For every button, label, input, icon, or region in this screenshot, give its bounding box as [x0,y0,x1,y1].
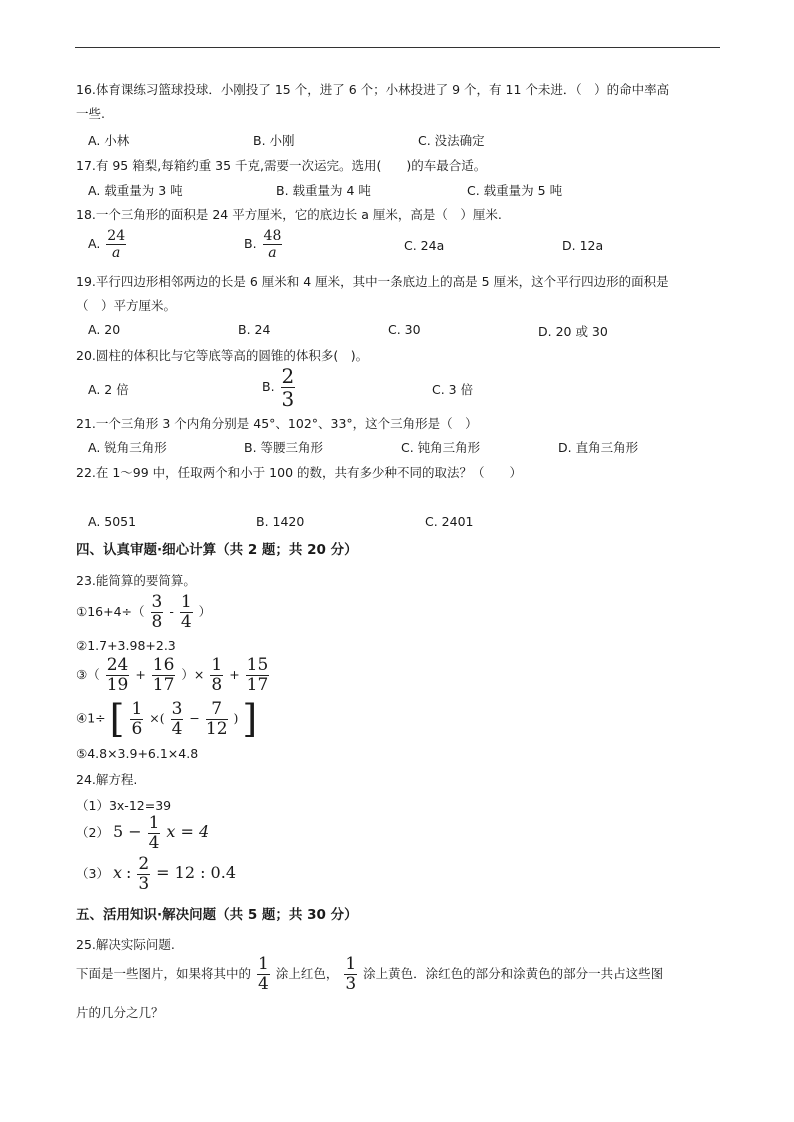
q21-text: 21.一个三角形 3 个内角分别是 45°、102°、33°，这个三角形是（ ） [76,416,478,431]
fraction-1-3 [344,956,357,993]
q19-text-cont: （ ）平方厘米。 [76,298,177,313]
q21-option-b: B. 等腰三角形 [244,440,324,455]
q16-option-b: B. 小刚 [253,133,295,148]
header-rule [75,47,720,48]
fraction-denominator: 3 [138,874,150,894]
equation-lhs: 5 − [112,822,142,841]
q23-item-4 [76,697,258,741]
q22-option-a: A. 5051 [88,514,137,529]
close-paren-times: ）× [181,667,205,682]
fraction-denominator: 17 [152,675,175,695]
q25-text-part-3: 涂上黄色．涂红色的部分和涂黄色的部分一共占这些图 [363,966,664,981]
fraction-denominator: a [268,245,277,261]
equation-rest: = 12 : 0.4 [156,863,236,882]
right-bracket: ] [242,697,258,741]
fraction-denominator: 6 [131,718,143,739]
fraction-numerator: 1 [211,655,223,675]
item-prefix: ④1÷ [76,710,106,726]
q23-title: 23.能简算的要简算。 [76,573,196,588]
q25-text-cont: 片的几分之几？ [76,1005,164,1020]
fraction-denominator: 4 [171,718,183,739]
q24-title: 24.解方程. [76,772,138,787]
q19-option-b: B. 24 [238,322,271,337]
fraction-24-19 [106,657,130,694]
q25-text-part-2: 涂上红色， [275,966,339,981]
fraction-denominator: 4 [148,833,160,853]
ratio-colon: : [125,863,132,882]
fraction-1-4 [148,815,161,852]
q25-title: 25.解决实际问题. [76,937,175,952]
fraction-denominator: 3 [281,387,295,411]
fraction-numerator: 7 [206,701,228,720]
fraction-denominator: a [112,245,121,261]
q25-text-part-1: 下面是一些图片，如果将其中的 [76,966,252,981]
fraction-numerator: 1 [345,954,357,974]
q18-option-a [88,229,128,260]
q20-option-b-fraction [281,366,296,409]
q20-option-a: A. 2 倍 [88,382,129,397]
q18-option-a-fraction [106,229,126,260]
q21-option-a: A. 锐角三角形 [88,440,167,455]
fraction-numerator: 16 [152,655,175,675]
q24-equation-1: （1）3x-12=39 [76,798,172,813]
q23-item-5: ⑤4.8×3.9+6.1×4.8 [76,746,199,761]
fraction-numerator: 48 [263,228,282,244]
fraction-denominator: 8 [211,675,223,695]
q18-option-c: C. 24a [404,238,445,253]
item-prefix: （2） [76,825,109,840]
q18-option-b [244,229,284,260]
q21-option-c: C. 钝角三角形 [401,440,481,455]
fraction-1-8 [210,657,223,694]
fraction-numerator: 1 [258,954,269,974]
q17-option-b: B. 载重量为 4 吨 [276,183,371,198]
fraction-numerator: 3 [151,592,163,612]
fraction-numerator: 24 [106,655,129,675]
q23-item-2: ②1.7+3.98+2.3 [76,638,176,653]
variable-x: x [112,863,122,882]
fraction-1-4 [180,594,193,631]
item-prefix: ③（ [76,667,100,682]
q20-option-c: C. 3 倍 [432,382,474,397]
q21-option-d: D. 直角三角形 [558,440,639,455]
equation-rest: x = 4 [166,822,210,841]
fraction-numerator: 3 [171,698,183,719]
q22-option-b: B. 1420 [256,514,305,529]
minus-sign: − [189,710,200,726]
fraction-15-17 [246,657,270,694]
q17-text: 17.有 95 箱梨,每箱约重 35 千克,需要一次运完。选用( )的车最合适。 [76,158,487,173]
q24-equation-2 [76,815,209,852]
fraction-2-3 [137,856,150,893]
fraction-denominator: 8 [151,612,163,632]
section-5-heading: 五、活用知识·解决问题（共 5 题；共 30 分） [76,907,358,923]
fraction-denominator: 12 [205,718,228,739]
q22-option-c: C. 2401 [425,514,474,529]
item-suffix: ） [198,604,212,619]
q16-text: 16.体育课练习篮球投球．小刚投了 15 个，进了 6 个；小林投进了 9 个，有 11 个未进．（ ）的命中率高 [76,82,670,97]
q18-option-b-fraction [263,229,283,260]
fraction-numerator: 1 [148,813,160,833]
fraction-16-17 [152,657,176,694]
q19-option-c: C. 30 [388,322,421,337]
item-prefix: ①16+4÷（ [76,604,145,619]
q16-option-c: C. 没法确定 [418,133,485,148]
fraction-1-6 [130,698,143,739]
q20-text: 20.圆柱的体积比与它等底等高的圆锥的体积多( )。 [76,348,369,363]
times-open-paren: ×( [149,710,165,726]
fraction-denominator: 3 [345,974,357,994]
fraction-denominator: 4 [258,974,269,994]
q18-option-b-label: B. [244,236,257,251]
left-bracket: [ [109,697,125,741]
q22-text: 22.在 1～99 中，任取两个和小于 100 的数，共有多少种不同的取法？（ ） [76,465,522,480]
fraction-numerator: 15 [246,655,269,675]
q17-option-a: A. 载重量为 3 吨 [88,183,183,198]
q18-text: 18.一个三角形的面积是 24 平方厘米，它的底边长 a 厘米，高是（ ）厘米. [76,207,502,222]
fraction-3-8 [151,594,164,631]
minus-sign: - [169,604,174,619]
fraction-1-4 [257,956,270,993]
fraction-denominator: 4 [180,612,192,632]
fraction-7-12 [205,698,228,739]
plus-sign: + [135,667,146,682]
q23-item-3 [76,657,271,694]
q18-option-a-label: A. [88,236,101,251]
q19-text: 19.平行四边形相邻两边的长是 6 厘米和 4 厘米，其中一条底边上的高是 5 厘米，这个平行四边形的面积是 [76,274,669,289]
fraction-numerator: 24 [107,228,126,244]
fraction-numerator: 2 [138,854,150,874]
q25-text [76,956,663,993]
section-4-heading: 四、认真审题·细心计算（共 2 题；共 20 分） [76,542,358,558]
q23-item-1 [76,594,211,631]
q19-option-a: A. 20 [88,322,121,337]
fraction-numerator: 1 [180,592,192,612]
item-prefix: （3） [76,866,109,881]
q17-option-c: C. 载重量为 5 吨 [467,183,563,198]
q16-option-a: A. 小林 [88,133,130,148]
q20-option-b [262,366,297,409]
fraction-3-4 [171,698,184,739]
q20-option-b-label: B. [262,379,275,394]
fraction-denominator: 19 [106,675,129,695]
fraction-numerator: 2 [281,364,295,388]
q19-option-d: D. 20 或 30 [538,324,608,339]
q24-equation-3 [76,856,236,893]
q18-option-d: D. 12a [562,238,604,253]
fraction-denominator: 17 [246,675,269,695]
plus-sign: + [229,667,240,682]
fraction-numerator: 1 [131,698,143,719]
q16-text-cont: 一些. [76,106,105,121]
close-paren: ) [233,710,239,726]
